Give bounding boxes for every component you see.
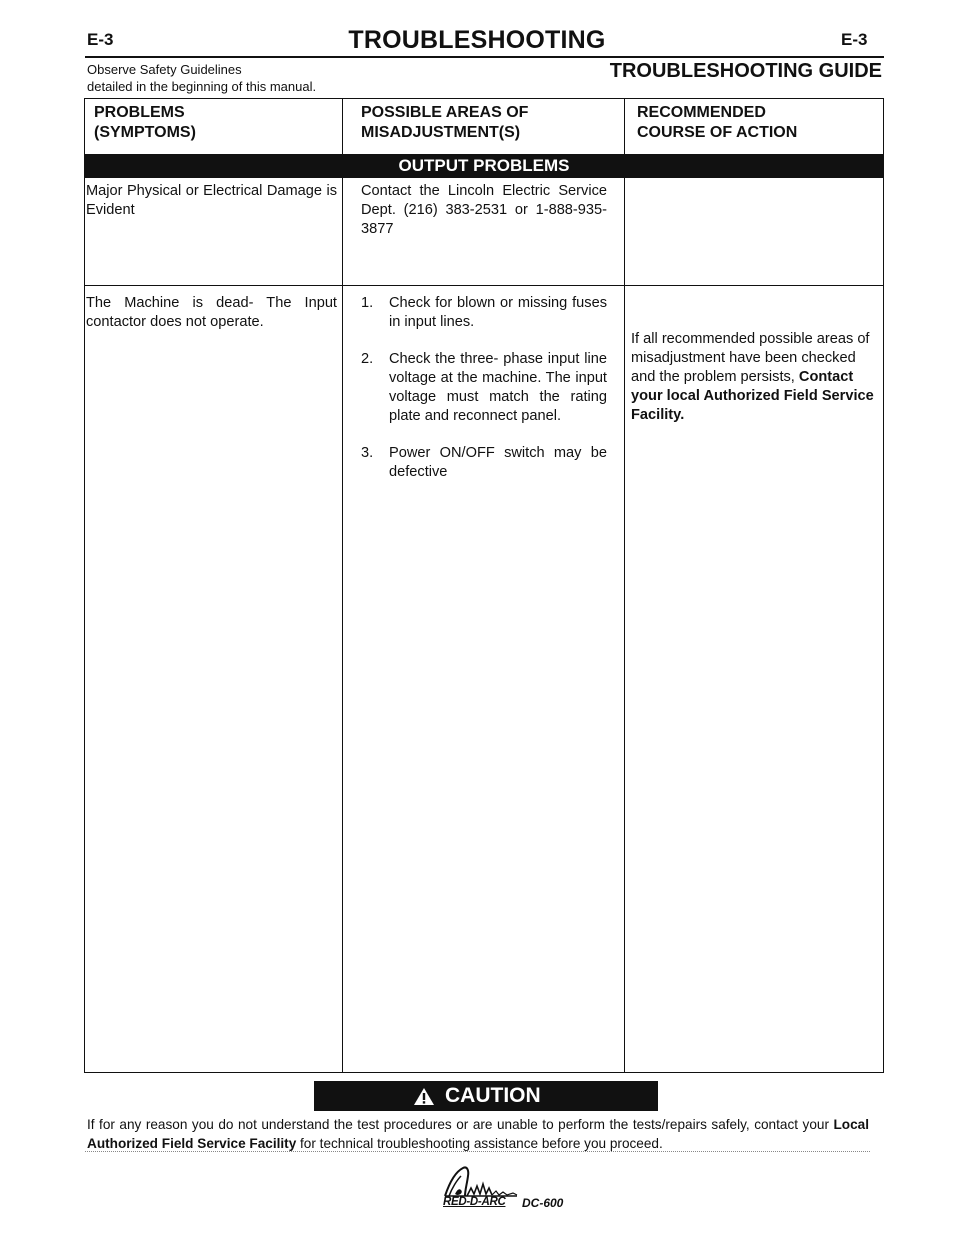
cause-list (361, 294, 607, 482)
column-header-line: RECOMMENDED (637, 104, 766, 121)
table-row-2-causes (361, 294, 607, 500)
section-bar-output-problems: OUTPUT PROBLEMS (85, 154, 883, 178)
safety-line-1: Observe Safety Guidelines (87, 62, 242, 77)
warning-icon (413, 1087, 435, 1106)
model-number: DC-600 (522, 1196, 564, 1210)
safety-note (87, 61, 316, 95)
column-header-action (637, 103, 797, 143)
brand-name: RED-D-ARC (443, 1196, 506, 1208)
row-divider (85, 285, 883, 286)
list-text: Check the three- phase input line voltage at the machine. The input voltage must match the rating plate and reconnect panel. (389, 351, 607, 424)
column-divider-2 (624, 99, 625, 1072)
list-item (361, 294, 607, 332)
caution-text-bold: Local Authorized Field Service Facility (87, 1117, 870, 1151)
column-header-line: POSSIBLE AREAS OF (361, 104, 529, 121)
column-header-line: MISADJUSTMENT(S) (361, 124, 521, 141)
troubleshooting-table (84, 98, 884, 1073)
caution-text-part: If for any reason you do not understand the test procedures or are unable to perform the tests/repairs safely, contact your (87, 1117, 829, 1132)
column-header-line: PROBLEMS (94, 104, 185, 121)
table-row-1-cause: Contact the Lincoln Electric Service Dept. (216) 383-2531 or 1-888-935-3877 (361, 183, 607, 237)
column-header-problems (94, 103, 196, 143)
action-text: If all recommended possible areas of misadjustment have been checked and the problem persists, (631, 331, 870, 385)
column-divider-1 (342, 99, 343, 1072)
table-row-1-problem: Major Physical or Electrical Damage is Evident (86, 183, 337, 218)
page-code-right: E-3 (841, 30, 868, 49)
list-item (361, 444, 607, 482)
list-text: Power ON/OFF switch may be defective (389, 445, 607, 480)
caution-label: CAUTION (445, 1084, 541, 1107)
table-row-2-problem: The Machine is dead- The Input contactor does not operate. (86, 295, 337, 330)
column-header-areas (361, 103, 528, 143)
list-number: 3. (361, 445, 374, 461)
column-header-line: (SYMPTOMS) (94, 124, 196, 141)
caution-text-part: for technical troubleshooting assistance before you proceed. (300, 1136, 663, 1151)
column-header-line: COURSE OF ACTION (637, 124, 798, 141)
list-item (361, 350, 607, 426)
caution-banner (314, 1081, 658, 1111)
action-contact-text: Contact your local Authorized Field Service Facility. (631, 369, 874, 423)
list-number: 2. (361, 351, 374, 367)
section-subtitle: TROUBLESHOOTING GUIDE (609, 60, 882, 82)
list-number: 1. (361, 295, 374, 311)
safety-line-2: detailed in the beginning of this manual. (87, 79, 317, 94)
header-rule (85, 56, 884, 58)
page-code-left: E-3 (87, 30, 114, 49)
caution-text (87, 1115, 869, 1153)
page-title: TROUBLESHOOTING (348, 26, 606, 54)
list-text: Check for blown or missing fuses in input lines. (389, 295, 607, 330)
footer-divider (85, 1151, 870, 1152)
table-row-2-action (631, 330, 875, 425)
